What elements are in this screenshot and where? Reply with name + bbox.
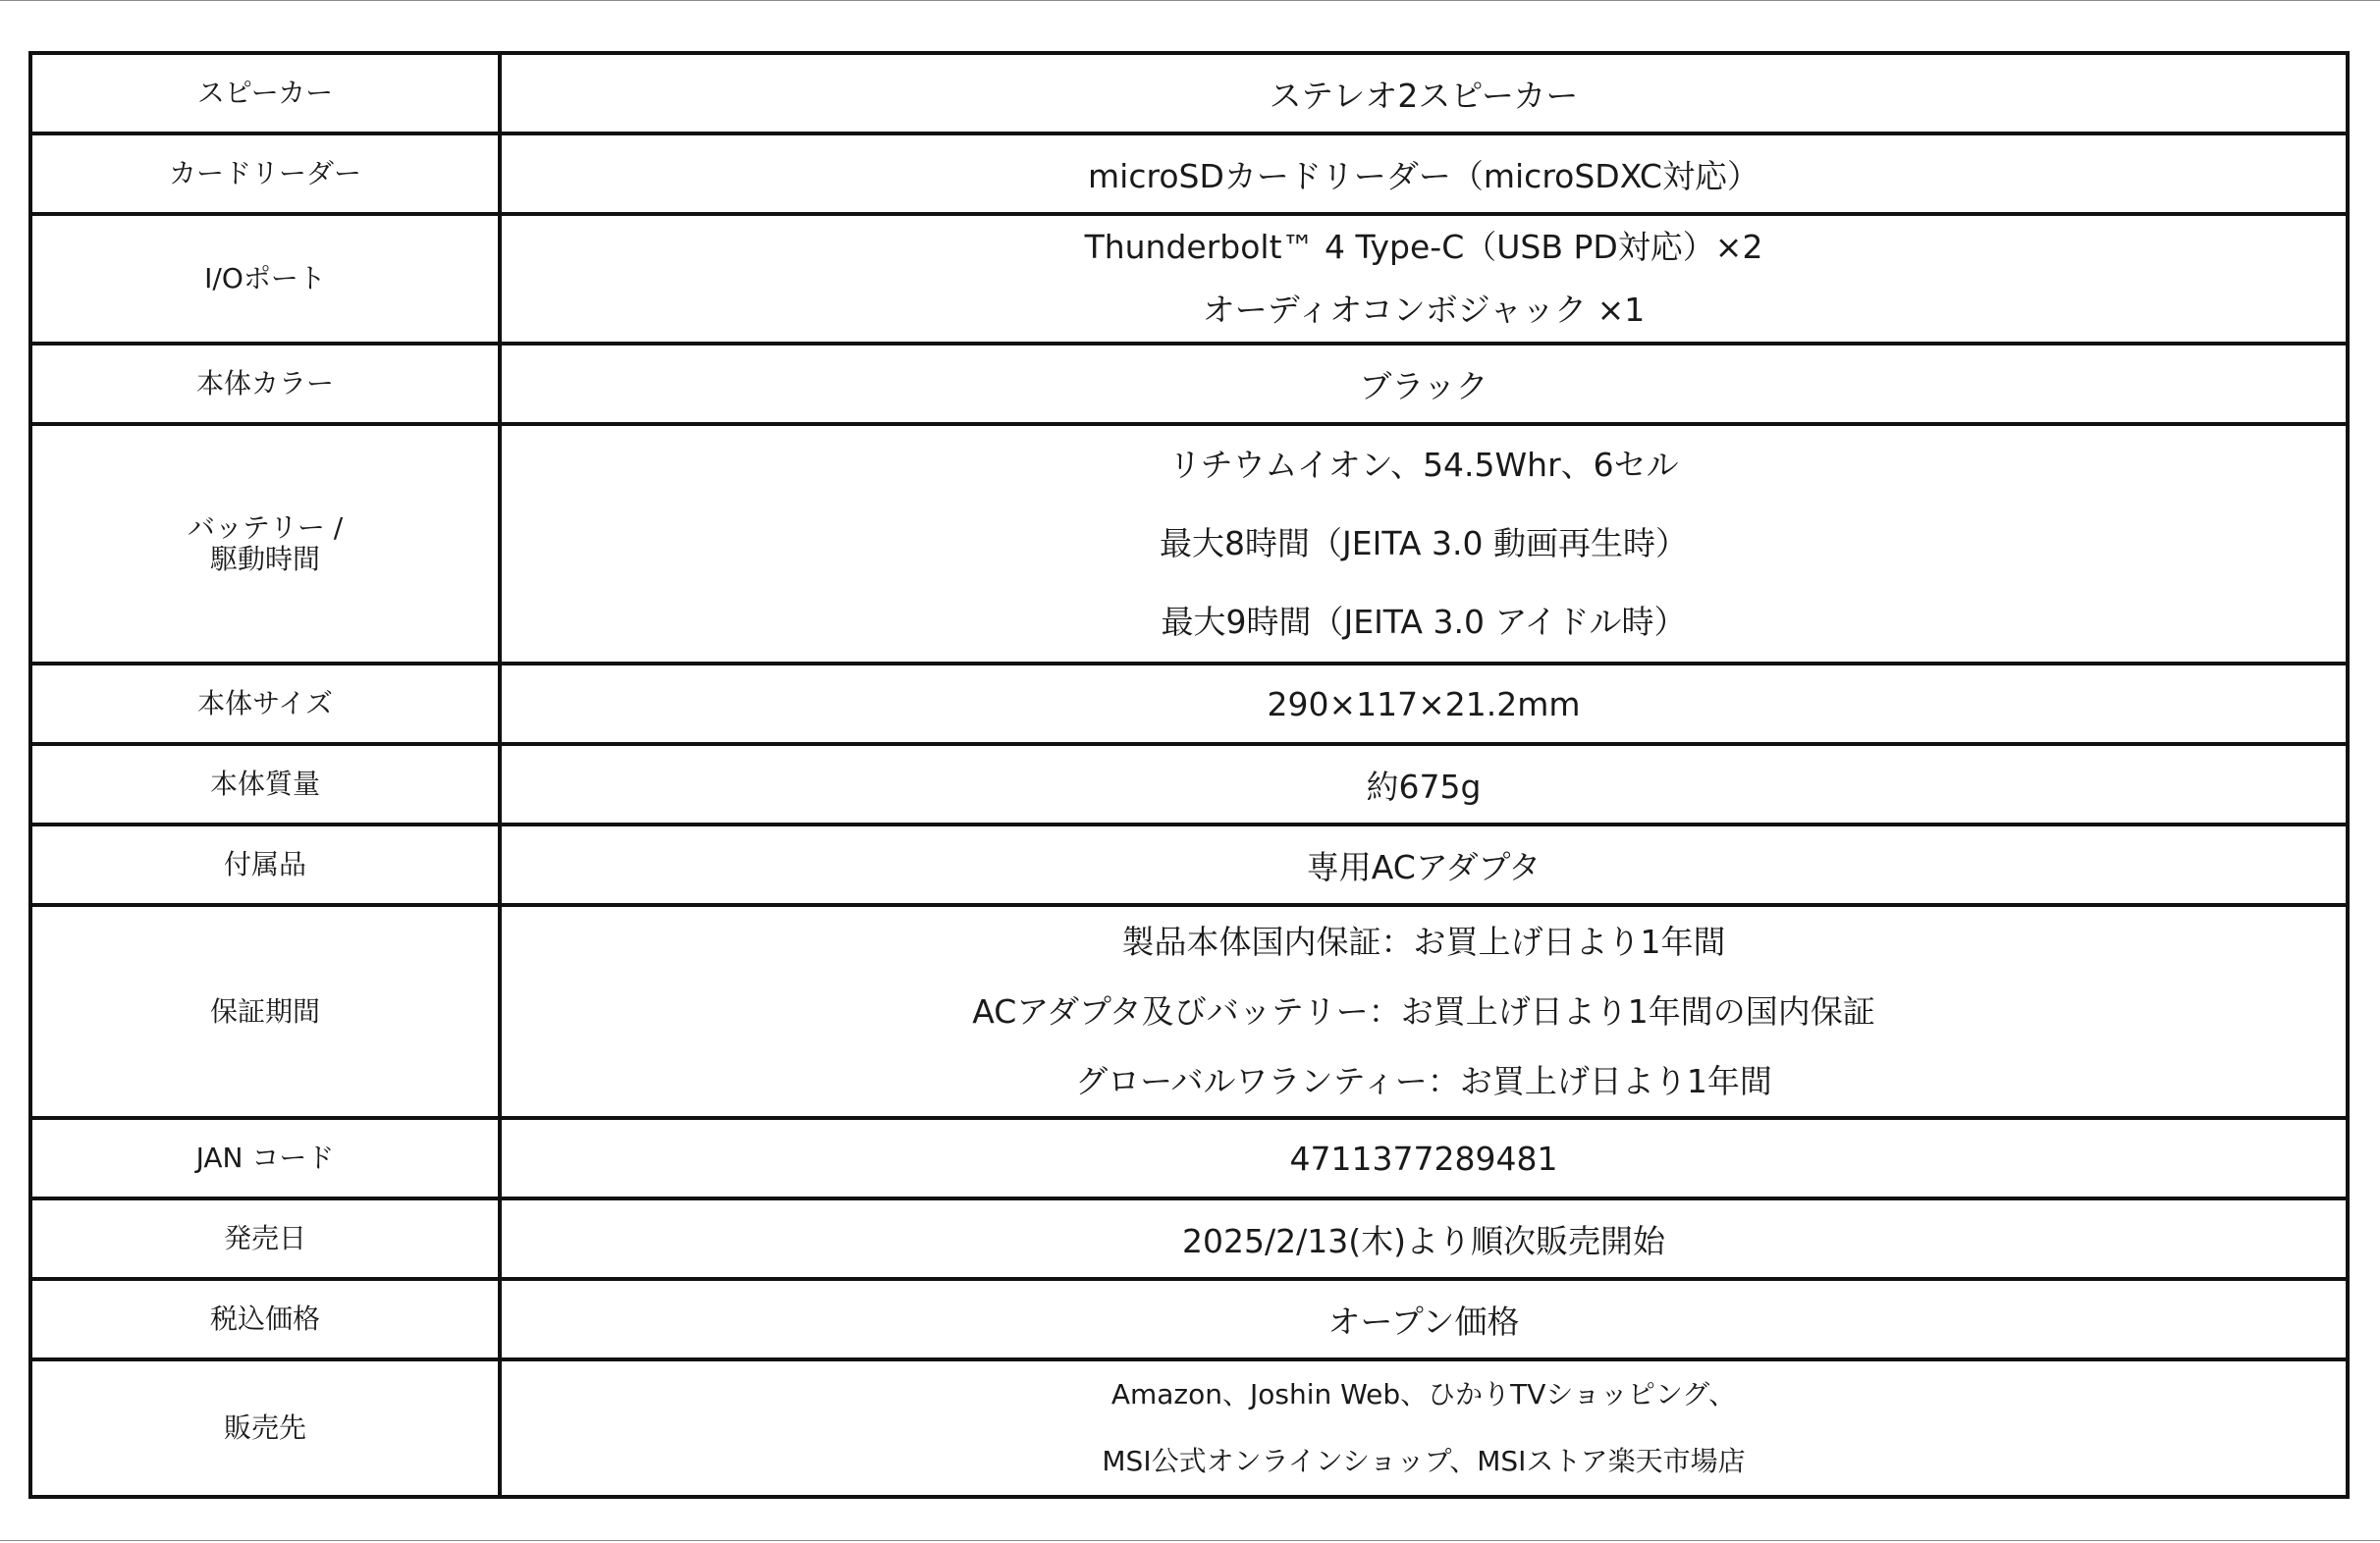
spec-label-text: I/Oポート bbox=[204, 262, 326, 294]
spec-label-text: カードリーダー bbox=[168, 157, 361, 189]
spec-row-accessories bbox=[30, 825, 2348, 905]
spec-value-text: MSI公式オンラインショップ、MSIストア楽天市場店 bbox=[1102, 1445, 1746, 1477]
spec-label-text: JAN コード bbox=[195, 1142, 335, 1174]
spec-value bbox=[500, 664, 2348, 744]
spec-value-text: 製品本体国内保証：お買上げ日より1年間 bbox=[1121, 923, 1726, 961]
spec-row-speaker bbox=[30, 53, 2348, 133]
spec-label-text: 本体質量 bbox=[209, 768, 320, 800]
spec-value-text: ブラック bbox=[1359, 366, 1488, 405]
spec-value-text: 290×117×21.2mm bbox=[1267, 684, 1581, 723]
spec-row-warranty bbox=[30, 905, 2348, 1118]
spec-label-text: バッテリー / bbox=[187, 511, 344, 544]
spec-label-text: 本体カラー bbox=[195, 367, 334, 399]
spec-label bbox=[30, 825, 500, 905]
spec-value bbox=[500, 744, 2348, 825]
spec-value-text: グローバルワランティー：お買上げ日より1年間 bbox=[1075, 1062, 1772, 1100]
spec-value bbox=[500, 424, 2348, 664]
spec-label bbox=[30, 744, 500, 825]
spec-value-text: オーディオコンボジャック ×1 bbox=[1202, 291, 1646, 329]
spec-label-text: 駆動時間 bbox=[209, 543, 320, 575]
spec-value-text: 約675g bbox=[1366, 767, 1482, 806]
spec-value-text: ステレオ2スピーカー bbox=[1269, 76, 1579, 115]
spec-label-text: 税込価格 bbox=[209, 1303, 320, 1335]
spec-row-release-date bbox=[30, 1198, 2348, 1279]
spec-value-text: ACアダプタ及びバッテリー：お買上げ日より1年間の国内保証 bbox=[972, 992, 1875, 1031]
spec-value bbox=[500, 1198, 2348, 1279]
spec-value bbox=[500, 214, 2348, 344]
spec-value bbox=[500, 53, 2348, 133]
spec-label-text: スピーカー bbox=[196, 77, 334, 109]
spec-value-text: 最大9時間（JEITA 3.0 アイドル時） bbox=[1161, 603, 1687, 641]
bottom-divider bbox=[0, 1540, 2380, 1541]
spec-label bbox=[30, 344, 500, 424]
spec-label bbox=[30, 905, 500, 1118]
spec-value bbox=[500, 344, 2348, 424]
spec-value bbox=[500, 1118, 2348, 1198]
spec-value bbox=[500, 825, 2348, 905]
spec-table bbox=[28, 51, 2350, 1499]
spec-row-price bbox=[30, 1279, 2348, 1359]
spec-label-text: 販売先 bbox=[223, 1411, 306, 1444]
top-divider bbox=[0, 0, 2380, 1]
spec-row-battery bbox=[30, 424, 2348, 664]
spec-value-text: リチウムイオン、54.5Whr、6セル bbox=[1168, 446, 1679, 484]
spec-value bbox=[500, 1359, 2348, 1497]
spec-label bbox=[30, 1279, 500, 1359]
spec-row-weight bbox=[30, 744, 2348, 825]
spec-value-text: microSDカードリーダー（microSDXC対応） bbox=[1088, 156, 1759, 195]
spec-label bbox=[30, 214, 500, 344]
spec-label bbox=[30, 1198, 500, 1279]
spec-value-text: 4711377289481 bbox=[1289, 1139, 1558, 1178]
spec-label-text: 発売日 bbox=[223, 1222, 306, 1254]
spec-label bbox=[30, 1118, 500, 1198]
spec-label-text: 付属品 bbox=[223, 848, 306, 880]
spec-value bbox=[500, 1279, 2348, 1359]
spec-row-io-port bbox=[30, 214, 2348, 344]
spec-value-text: 2025/2/13(木)より順次販売開始 bbox=[1182, 1221, 1665, 1260]
spec-label-text: 本体サイズ bbox=[197, 687, 333, 719]
spec-row-jan-code bbox=[30, 1118, 2348, 1198]
spec-label-text: 保証期間 bbox=[209, 994, 320, 1028]
spec-value-text: 専用ACアダプタ bbox=[1306, 847, 1542, 886]
spec-row-size bbox=[30, 664, 2348, 744]
spec-label bbox=[30, 664, 500, 744]
spec-value-text: オープン価格 bbox=[1327, 1302, 1520, 1341]
spec-value bbox=[500, 905, 2348, 1118]
spec-value-text: 最大8時間（JEITA 3.0 動画再生時） bbox=[1160, 524, 1688, 562]
spec-label bbox=[30, 53, 500, 133]
spec-value bbox=[500, 133, 2348, 214]
spec-label bbox=[30, 424, 500, 664]
spec-row-color bbox=[30, 344, 2348, 424]
spec-row-card-reader bbox=[30, 133, 2348, 214]
spec-value-text: Amazon、Joshin Web、ひかりTVショッピング、 bbox=[1110, 1378, 1737, 1410]
spec-row-retailers bbox=[30, 1359, 2348, 1497]
spec-label bbox=[30, 1359, 500, 1497]
spec-label bbox=[30, 133, 500, 214]
spec-value-text: Thunderbolt™ 4 Type-C（USB PD対応）×2 bbox=[1084, 228, 1763, 266]
